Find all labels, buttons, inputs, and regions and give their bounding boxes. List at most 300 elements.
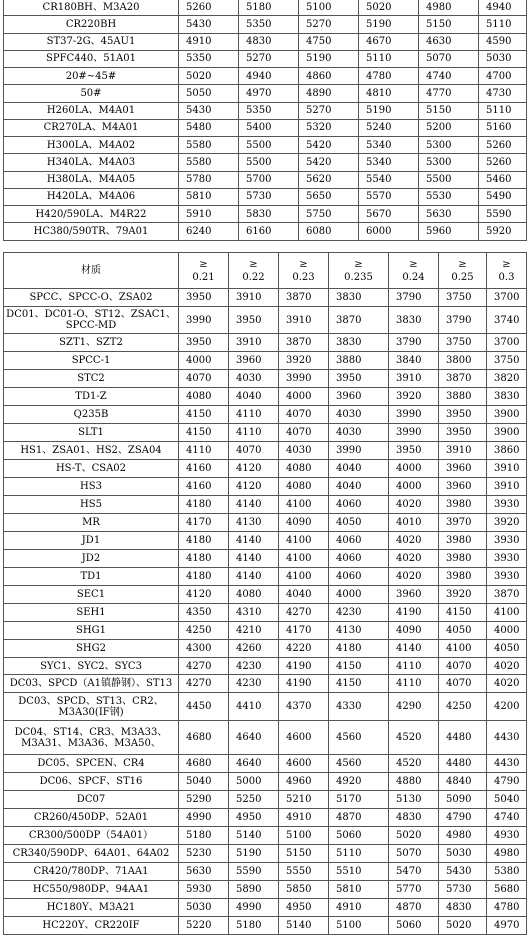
price-cell: 4940: [479, 0, 527, 16]
price-cell: 5730: [239, 188, 299, 205]
table-row: [4, 496, 527, 514]
material-cell: MR: [4, 514, 179, 532]
price-cell: 4110: [389, 658, 439, 675]
material-cell: 20#~45#: [4, 68, 179, 85]
price-cell: 5340: [359, 137, 419, 154]
material-cell: CR270LA、M4A01: [4, 119, 179, 136]
price-cell: 4030: [279, 442, 329, 460]
price-cell: 5830: [239, 206, 299, 223]
price-cell: 5030: [479, 50, 527, 67]
price-cell: 4140: [229, 550, 279, 568]
material-cell: H340LA、M4A03: [4, 154, 179, 171]
material-cell: SHG2: [4, 640, 179, 658]
table-row: [4, 102, 527, 119]
table-row: [4, 50, 527, 67]
price-cell: 5850: [279, 881, 329, 899]
price-cell: 3830: [389, 307, 439, 334]
price-cell: 3980: [439, 532, 487, 550]
price-cell: 5160: [479, 119, 527, 136]
price-cell: 5140: [229, 827, 279, 845]
table-row: [4, 845, 527, 863]
price-cell: 3990: [329, 442, 389, 460]
price-cell: 3930: [487, 532, 527, 550]
price-cell: 4950: [279, 899, 329, 917]
price-cell: 5110: [329, 845, 389, 863]
price-cell: 3750: [439, 334, 487, 352]
price-cell: 3990: [389, 424, 439, 442]
price-cell: 3870: [329, 307, 389, 334]
price-cell: 4000: [329, 586, 389, 604]
price-cell: 5070: [389, 845, 439, 863]
material-cell: DC03、SPCD（A1镇静钢）、ST13: [4, 675, 179, 693]
price-cell: 4130: [329, 622, 389, 640]
price-cell: 5320: [299, 119, 359, 136]
price-cell: 5570: [359, 188, 419, 205]
price-cell: 4770: [419, 85, 479, 102]
price-cell: 4290: [389, 693, 439, 721]
price-cell: 5020: [359, 0, 419, 16]
price-cell: 5890: [229, 881, 279, 899]
price-cell: 5550: [279, 863, 329, 881]
price-cell: 4000: [487, 622, 527, 640]
price-cell: 4230: [329, 604, 389, 622]
price-cell: 5930: [179, 881, 229, 899]
price-cell: 5020: [179, 68, 239, 85]
price-cell: 4920: [329, 773, 389, 791]
price-cell: 5810: [179, 188, 239, 205]
price-cell: 5040: [487, 791, 527, 809]
material-cell: HS1、ZSA01、HS2、ZSA04: [4, 442, 179, 460]
price-cell: 4100: [279, 496, 329, 514]
price-cell: 4980: [439, 827, 487, 845]
price-cell: 5030: [439, 845, 487, 863]
material-cell: SPCC-1: [4, 352, 179, 370]
price-cell: 6080: [299, 223, 359, 240]
price-cell: 4990: [179, 809, 229, 827]
price-cell: 4140: [229, 568, 279, 586]
price-cell: 5220: [179, 917, 229, 935]
price-cell: 4980: [419, 0, 479, 16]
price-cell: 4190: [389, 604, 439, 622]
price-cell: 5190: [229, 845, 279, 863]
price-cell: 4150: [179, 406, 229, 424]
price-cell: 5700: [239, 171, 299, 188]
price-cell: 5480: [179, 119, 239, 136]
price-cell: 4860: [299, 68, 359, 85]
price-cell: 4150: [179, 424, 229, 442]
price-cell: 4630: [419, 33, 479, 50]
price-cell: 5500: [239, 154, 299, 171]
price-cell: 3960: [439, 460, 487, 478]
price-cell: 5260: [479, 154, 527, 171]
price-cell: 3980: [439, 496, 487, 514]
price-cell: 5300: [419, 154, 479, 171]
price-cell: 3790: [389, 289, 439, 307]
price-cell: 5130: [389, 791, 439, 809]
table-row: [4, 85, 527, 102]
price-cell: 5510: [329, 863, 389, 881]
price-cell: 5180: [179, 827, 229, 845]
table-row: [4, 307, 527, 334]
price-cell: 4870: [389, 899, 439, 917]
price-cell: 4180: [179, 532, 229, 550]
price-cell: 5540: [359, 171, 419, 188]
price-cell: 4070: [179, 370, 229, 388]
price-cell: 3930: [487, 496, 527, 514]
price-cell: 4270: [179, 658, 229, 675]
price-cell: 4170: [279, 622, 329, 640]
price-cell: 4100: [487, 604, 527, 622]
material-cell: H420/590LA、M4R22: [4, 206, 179, 223]
material-cell: SLT1: [4, 424, 179, 442]
price-cell: 4070: [439, 658, 487, 675]
table-row: [4, 622, 527, 640]
price-cell: 5230: [179, 845, 229, 863]
price-cell: 5780: [179, 171, 239, 188]
price-cell: 3950: [179, 289, 229, 307]
price-cell: 5810: [329, 881, 389, 899]
price-cell: 5150: [419, 102, 479, 119]
price-cell: 4220: [279, 640, 329, 658]
price-cell: 4110: [389, 675, 439, 693]
price-cell: 5090: [439, 791, 487, 809]
price-cell: 5630: [179, 863, 229, 881]
price-cell: 4740: [487, 809, 527, 827]
table-row: [4, 223, 527, 240]
price-cell: 5020: [389, 827, 439, 845]
price-cell: 4480: [439, 755, 487, 773]
material-cell: Q235B: [4, 406, 179, 424]
price-cell: 4450: [179, 693, 229, 721]
price-cell: 3920: [389, 388, 439, 406]
table-row: [4, 478, 527, 496]
price-cell: 3910: [487, 478, 527, 496]
price-cell: 3930: [487, 568, 527, 586]
price-cell: 4310: [229, 604, 279, 622]
price-cell: 5270: [239, 50, 299, 67]
material-cell: H260LA、M4A01: [4, 102, 179, 119]
price-cell: 4130: [229, 514, 279, 532]
price-cell: 3950: [439, 406, 487, 424]
material-cell: SYC1、SYC2、SYC3: [4, 658, 179, 675]
table-row: [4, 809, 527, 827]
price-cell: 5960: [419, 223, 479, 240]
price-cell: 5580: [179, 137, 239, 154]
material-cell: SEC1: [4, 586, 179, 604]
price-cell: 5490: [479, 188, 527, 205]
price-cell: 5210: [279, 791, 329, 809]
price-cell: 4030: [329, 424, 389, 442]
price-cell: 3700: [487, 289, 527, 307]
price-cell: 4790: [487, 773, 527, 791]
price-cell: 5340: [359, 154, 419, 171]
material-cell: CR260/450DP、52A01: [4, 809, 179, 827]
price-cell: 4200: [487, 693, 527, 721]
price-cell: 3990: [279, 370, 329, 388]
material-cell: CR340/590DP、64A01、64A02: [4, 845, 179, 863]
price-cell: 5350: [239, 102, 299, 119]
material-cell: SPFC440、51A01: [4, 50, 179, 67]
price-cell: 4970: [487, 917, 527, 935]
price-cell: 5110: [479, 102, 527, 119]
price-cell: 4070: [229, 442, 279, 460]
price-cell: 3880: [439, 388, 487, 406]
price-cell: 4020: [389, 550, 439, 568]
price-cell: 5180: [239, 0, 299, 16]
price-cell: 5420: [299, 137, 359, 154]
price-cell: 4960: [279, 773, 329, 791]
price-cell: 5910: [179, 206, 239, 223]
price-cell: 4100: [279, 550, 329, 568]
material-cell: HS5: [4, 496, 179, 514]
price-cell: 4110: [229, 424, 279, 442]
price-cell: 5590: [229, 863, 279, 881]
table-row: [4, 370, 527, 388]
price-cell: 4810: [359, 85, 419, 102]
price-cell: 5070: [419, 50, 479, 67]
price-cell: 3830: [487, 388, 527, 406]
price-cell: 3930: [487, 550, 527, 568]
table-row: [4, 334, 527, 352]
price-cell: 4150: [439, 604, 487, 622]
price-cell: 4430: [487, 755, 527, 773]
price-cell: 4140: [229, 532, 279, 550]
material-cell: DC04、ST14、CR3、M3A33、M3A31、M3A36、M3A50、: [4, 721, 179, 755]
material-header: 材质: [4, 253, 179, 289]
price-cell: 4060: [329, 532, 389, 550]
thickness-header: ≥ 0.24: [389, 253, 439, 289]
price-cell: 5030: [179, 899, 229, 917]
price-cell: 4880: [389, 773, 439, 791]
price-cell: 4640: [229, 721, 279, 755]
material-cell: STC2: [4, 370, 179, 388]
material-cell: HC220Y、CR220IF: [4, 917, 179, 935]
price-cell: 3700: [487, 334, 527, 352]
table-row: [4, 586, 527, 604]
price-cell: 4040: [329, 460, 389, 478]
price-cell: 4100: [279, 532, 329, 550]
price-cell: 5140: [279, 917, 329, 935]
price-cell: 5060: [329, 827, 389, 845]
price-cell: 4070: [439, 675, 487, 693]
price-cell: 5270: [299, 102, 359, 119]
table-row: [4, 773, 527, 791]
price-cell: 6240: [179, 223, 239, 240]
price-cell: 4600: [279, 721, 329, 755]
price-cell: 3990: [179, 307, 229, 334]
price-cell: 4180: [179, 568, 229, 586]
table-row: [4, 640, 527, 658]
price-cell: 3990: [389, 406, 439, 424]
price-cell: 5470: [389, 863, 439, 881]
material-cell: DC01、DC01-O、ST12、ZSAC1、SPCC-MD: [4, 307, 179, 334]
price-cell: 3920: [487, 514, 527, 532]
material-cell: CR420/780DP、71AA1: [4, 863, 179, 881]
price-cell: 5680: [487, 881, 527, 899]
price-cell: 5350: [239, 16, 299, 33]
table-row: [4, 917, 527, 935]
price-cell: 5590: [479, 206, 527, 223]
price-cell: 3800: [439, 352, 487, 370]
price-cell: 5250: [229, 791, 279, 809]
material-cell: CR220BH: [4, 16, 179, 33]
price-cell: 3870: [487, 586, 527, 604]
price-cell: 3750: [439, 289, 487, 307]
table-row: [4, 693, 527, 721]
price-cell: 4000: [179, 352, 229, 370]
material-cell: TD1: [4, 568, 179, 586]
price-cell: 3820: [487, 370, 527, 388]
price-cell: 5260: [479, 137, 527, 154]
price-cell: 5170: [329, 791, 389, 809]
price-cell: 4180: [329, 640, 389, 658]
price-cell: 4250: [179, 622, 229, 640]
material-cell: CR300/500DP（54A01）: [4, 827, 179, 845]
price-cell: 4840: [439, 773, 487, 791]
price-cell: 4230: [229, 675, 279, 693]
price-cell: 5530: [419, 188, 479, 205]
price-cell: 3880: [329, 352, 389, 370]
table-row: [4, 442, 527, 460]
price-cell: 5460: [479, 171, 527, 188]
price-cell: 5430: [439, 863, 487, 881]
price-cell: 4330: [329, 693, 389, 721]
thickness-header: ≥ 0.25: [439, 253, 487, 289]
price-cell: 3900: [487, 424, 527, 442]
price-cell: 3830: [329, 334, 389, 352]
price-cell: 5380: [487, 863, 527, 881]
price-cell: 4910: [279, 809, 329, 827]
price-cell: 5350: [179, 50, 239, 67]
thickness-header: ≥ 0.3: [487, 253, 527, 289]
price-cell: 5060: [389, 917, 439, 935]
price-cell: 4270: [179, 675, 229, 693]
price-cell: 4080: [229, 586, 279, 604]
price-cell: 5270: [299, 16, 359, 33]
price-cell: 4700: [479, 68, 527, 85]
price-cell: 3950: [389, 442, 439, 460]
price-cell: 4020: [487, 675, 527, 693]
table-row: [4, 68, 527, 85]
price-cell: 4000: [389, 478, 439, 496]
table-row: [4, 119, 527, 136]
price-cell: 4780: [487, 899, 527, 917]
price-cell: 6160: [239, 223, 299, 240]
price-cell: 3870: [439, 370, 487, 388]
price-cell: 5500: [419, 171, 479, 188]
price-table-top: [3, 0, 527, 241]
price-cell: 3960: [229, 352, 279, 370]
price-cell: 5150: [279, 845, 329, 863]
price-cell: 4100: [279, 568, 329, 586]
price-cell: 4070: [279, 424, 329, 442]
price-cell: 5260: [179, 0, 239, 16]
price-cell: 3830: [329, 289, 389, 307]
price-cell: 4270: [279, 604, 329, 622]
price-cell: 3750: [487, 352, 527, 370]
price-cell: 4970: [239, 85, 299, 102]
thickness-header: ≥ 0.22: [229, 253, 279, 289]
material-cell: TD1-Z: [4, 388, 179, 406]
price-cell: 4670: [359, 33, 419, 50]
price-cell: 4060: [329, 496, 389, 514]
price-cell: 4830: [439, 899, 487, 917]
price-cell: 5920: [479, 223, 527, 240]
table-row: [4, 514, 527, 532]
price-cell: 4350: [179, 604, 229, 622]
table-row: [4, 675, 527, 693]
price-cell: 4110: [229, 406, 279, 424]
material-cell: HC180Y、M3A21: [4, 899, 179, 917]
price-cell: 4990: [229, 899, 279, 917]
price-cell: 3870: [279, 334, 329, 352]
price-cell: 5190: [359, 102, 419, 119]
material-cell: H300LA、M4A02: [4, 137, 179, 154]
price-cell: 3790: [439, 307, 487, 334]
price-cell: 3960: [389, 586, 439, 604]
table-row: [4, 863, 527, 881]
price-cell: 4160: [179, 478, 229, 496]
price-cell: 5200: [419, 119, 479, 136]
price-cell: 4750: [299, 33, 359, 50]
price-cell: 5100: [279, 827, 329, 845]
price-cell: 4080: [279, 460, 329, 478]
price-cell: 3910: [279, 307, 329, 334]
price-cell: 3910: [439, 442, 487, 460]
price-cell: 4250: [439, 693, 487, 721]
price-cell: 4950: [229, 809, 279, 827]
price-cell: 4020: [389, 568, 439, 586]
table-row: [4, 188, 527, 205]
table-row: [4, 289, 527, 307]
table-row: [4, 721, 527, 755]
thickness-header: ≥ 0.23: [279, 253, 329, 289]
price-cell: 4780: [359, 68, 419, 85]
price-cell: 4730: [479, 85, 527, 102]
price-cell: 3740: [487, 307, 527, 334]
thickness-header: ≥ 0.235: [329, 253, 389, 289]
price-cell: 4600: [279, 755, 329, 773]
price-cell: 4000: [389, 460, 439, 478]
price-cell: 4190: [279, 658, 329, 675]
price-cell: 3910: [487, 460, 527, 478]
price-cell: 4010: [389, 514, 439, 532]
price-cell: 4170: [179, 514, 229, 532]
price-cell: 4020: [389, 532, 439, 550]
price-cell: 4930: [487, 827, 527, 845]
material-cell: H380LA、M4A05: [4, 171, 179, 188]
price-cell: 4230: [229, 658, 279, 675]
price-cell: 5400: [239, 119, 299, 136]
price-cell: 4680: [179, 755, 229, 773]
price-cell: 4040: [279, 586, 329, 604]
table-row: [4, 899, 527, 917]
price-cell: 4050: [329, 514, 389, 532]
price-cell: 5100: [329, 917, 389, 935]
price-cell: 4080: [279, 478, 329, 496]
material-cell: SZT1、SZT2: [4, 334, 179, 352]
table-row: [4, 827, 527, 845]
material-cell: DC05、SPCEN、CR4: [4, 755, 179, 773]
price-cell: 4060: [329, 568, 389, 586]
price-cell: 5290: [179, 791, 229, 809]
price-cell: 5040: [179, 773, 229, 791]
price-cell: 3920: [439, 586, 487, 604]
price-cell: 4680: [179, 721, 229, 755]
price-cell: 4520: [389, 755, 439, 773]
table-row: [4, 460, 527, 478]
price-cell: 3790: [389, 334, 439, 352]
